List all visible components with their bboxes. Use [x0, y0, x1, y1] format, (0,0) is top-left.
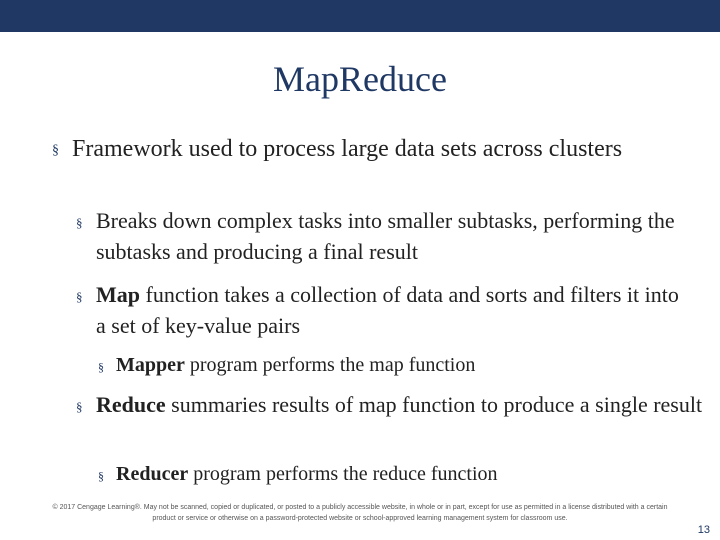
- bullet-level3: [98, 351, 676, 379]
- bullet-marker: §: [76, 289, 83, 304]
- copyright-footer: © 2017 Cengage Learning®. May not be scanned, copied or duplicated, or posted to a publicly accessible website, in whole or in part, except for use as permitted in a license distributed with a certain product or service or otherwise on a password-protected website or school-approved learning management system for classroom use.: [52, 504, 668, 522]
- bullet-level2: [76, 389, 706, 420]
- bullet-level1: [52, 133, 672, 165]
- bullet-keyword: Map: [96, 282, 140, 307]
- bullet-text: summaries results of map function to produce a single result: [165, 392, 703, 417]
- bullet-text: Breaks down complex tasks into smaller subtasks, performing the subtasks and producing a final result: [96, 208, 675, 264]
- bullet-level2: [76, 279, 686, 341]
- bullet-level2: [76, 205, 686, 267]
- bullet-text: program performs the reduce function: [188, 463, 498, 485]
- bullet-keyword: Mapper: [116, 354, 185, 376]
- top-banner: [0, 0, 720, 32]
- bullet-text: program performs the map function: [184, 354, 476, 376]
- bullet-marker: §: [98, 469, 104, 483]
- bullet-marker: §: [52, 143, 59, 158]
- bullet-text: function takes a collection of data and sorts and filters it into a set of key-value pairs: [96, 282, 679, 338]
- bullet-level3: [98, 460, 676, 488]
- slide-title: MapReduce: [273, 59, 447, 99]
- bullet-text: Framework used to process large data sets across clusters: [72, 136, 623, 162]
- bullet-marker: §: [76, 215, 83, 230]
- bullet-keyword: Reducer: [116, 463, 189, 485]
- bullet-keyword: Reduce: [96, 392, 166, 417]
- bullet-marker: §: [98, 360, 104, 374]
- page-number: 13: [697, 524, 710, 536]
- bullet-marker: §: [76, 399, 83, 414]
